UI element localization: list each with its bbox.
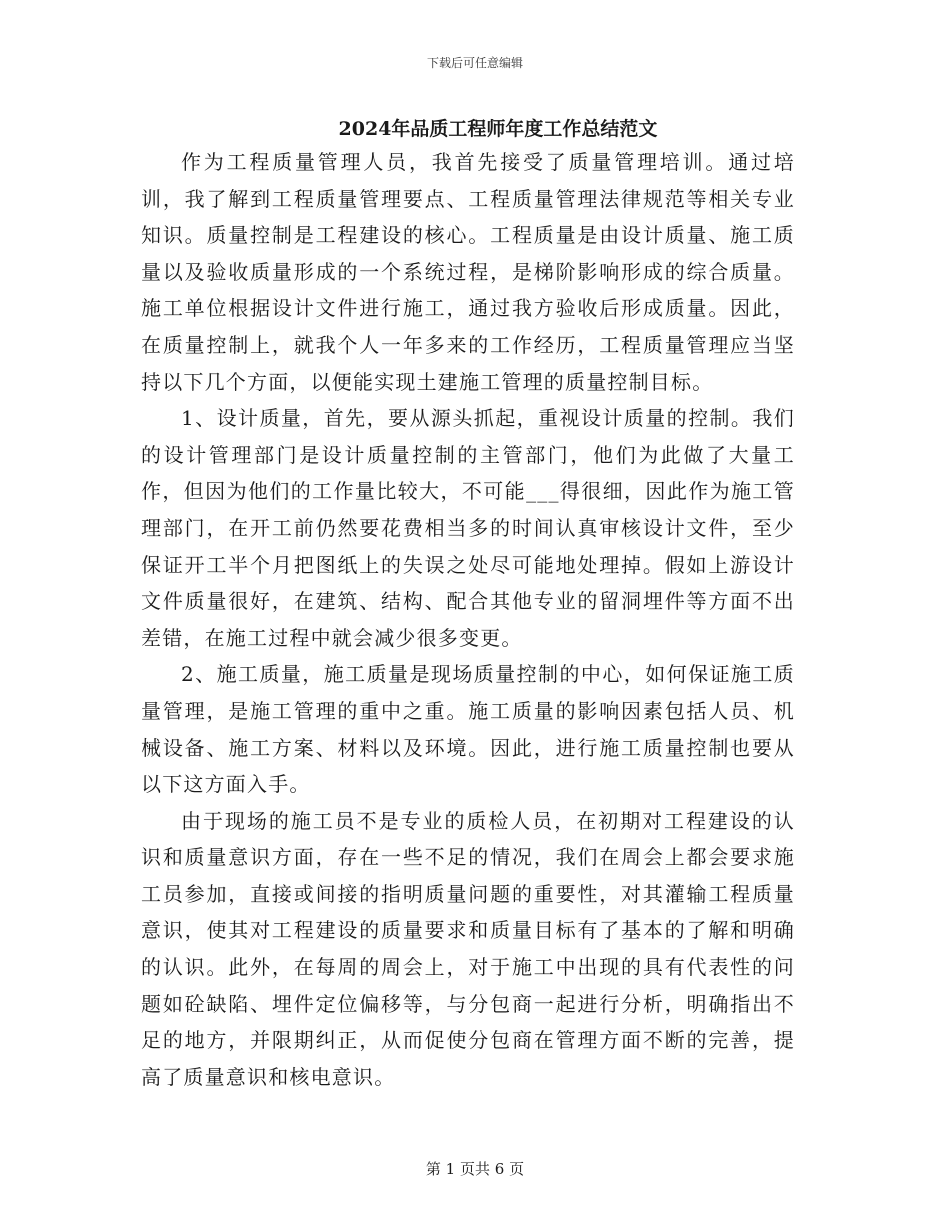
paragraph-construction-quality: 2、施工质量，施工质量是现场质量控制的中心，如何保证施工质量管理，是施工管理的重中之重。施工质量的影响因素包括人员、机械设备、施工方案、材料以及环境。因此，进行施工质量控制也要从以下这方面入手。 <box>141 662 795 797</box>
document-body <box>141 144 795 1095</box>
document-title: 2024年品质工程师年度工作总结范文 <box>338 118 658 140</box>
paragraph-design-quality: 1、设计质量，首先，要从源头抓起，重视设计质量的控制。我们的设计管理部门是设计质量控制的主管部门，他们为此做了大量工作，但因为他们的工作量比较大，不可能___得很细，因此作为施工管理部门，在开工前仍然要花费相当多的时间认真审核设计文件，至少保证开工半个月把图纸上的失误之处尽可能地处理掉。假如上游设计文件质量很好，在建筑、结构、配合其他专业的留洞埋件等方面不出差错，在施工过程中就会减少很多变更。 <box>141 406 795 650</box>
page-number: 第 1 页共 6 页 <box>425 1160 525 1178</box>
header-note: 下载后可任意编辑 <box>426 56 523 70</box>
paragraph-intro: 作为工程质量管理人员，我首先接受了质量管理培训。通过培训，我了解到工程质量管理要点、工程质量管理法律规范等相关专业知识。质量控制是工程建设的核心。工程质量是由设计质量、施工质量以及验收质量形成的一个系统过程，是梯阶影响形成的综合质量。施工单位根据设计文件进行施工，通过我方验收后形成质量。因此，在质量控制上，就我个人一年多来的工作经历，工程质量管理应当坚持以下几个方面，以便能实现土建施工管理的质量控制目标。 <box>141 150 795 394</box>
paragraph-site-staff: 由于现场的施工员不是专业的质检人员，在初期对工程建设的认识和质量意识方面，存在一些不足的情况，我们在周会上都会要求施工员参加，直接或间接的指明质量问题的重要性，对其灌输工程质量意识，使其对工程建设的质量要求和质量目标有了基本的了解和明确的认识。此外，在每周的周会上，对于施工中出现的具有代表性的问题如砼缺陷、埋件定位偏移等，与分包商一起进行分析，明确指出不足的地方，并限期纠正，从而促使分包商在管理方面不断的完善，提高了质量意识和核电意识。 <box>141 808 795 1089</box>
